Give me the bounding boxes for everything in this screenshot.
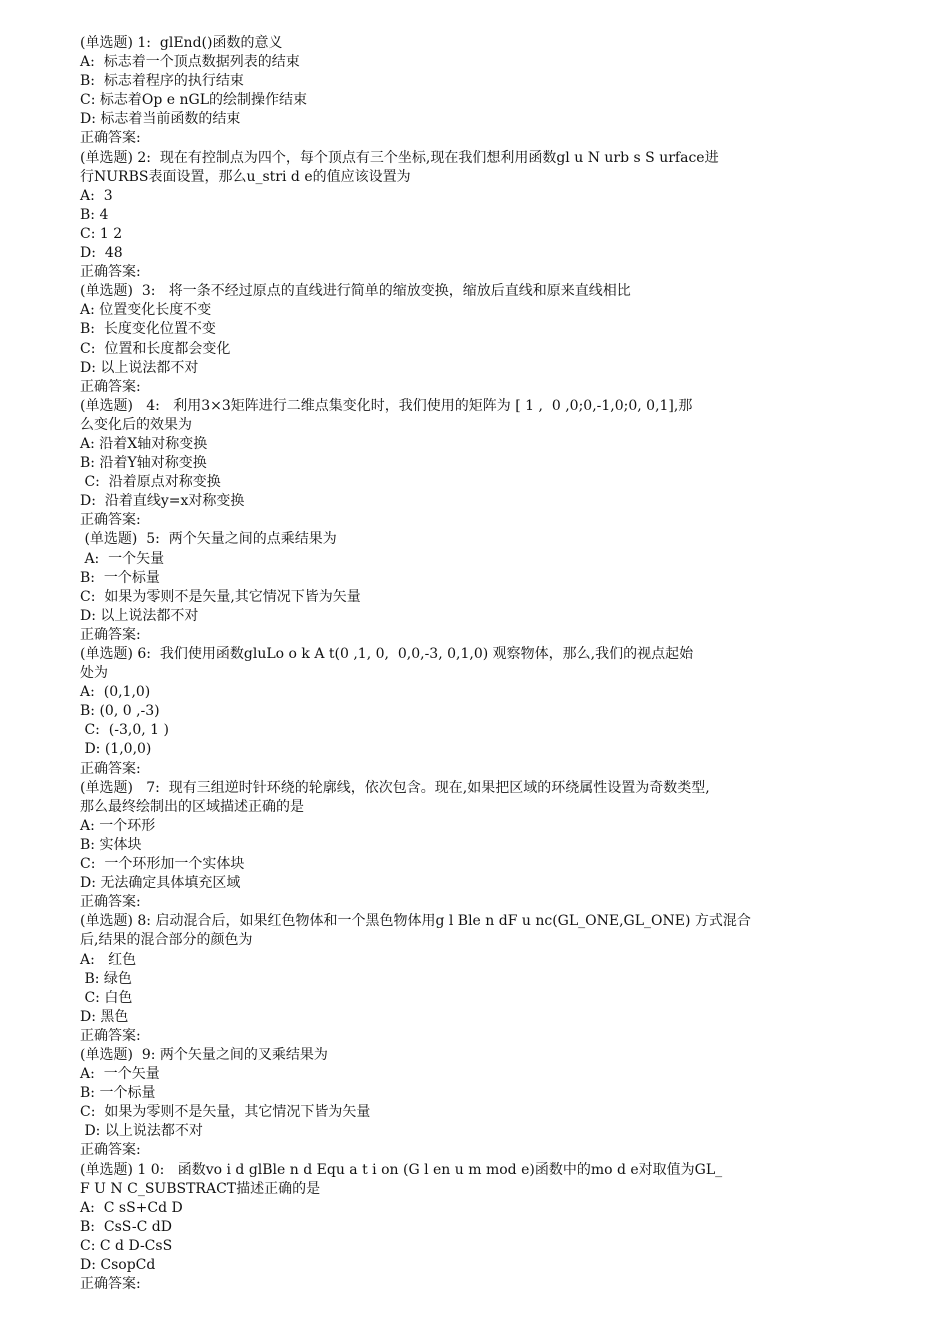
text-line: C: 如果为零则不是矢量,其它情况下皆为矢量 (80, 588, 361, 605)
text-line: C: C d D-CsS (80, 1237, 173, 1254)
text-line: 处为 (80, 665, 108, 682)
text-line: (单选题) 1: glEnd()函数的意义 (80, 35, 283, 51)
text-line: 行NURBS表面设置，那么u_stri d e的值应该设置为 (80, 168, 411, 185)
text-line: C: 一个环形加一个实体块 (80, 856, 245, 873)
text-line: D: 48 (80, 245, 123, 262)
text-line: 正确答案: (80, 894, 141, 911)
text-line: B: 标志着程序的执行结束 (80, 73, 244, 90)
text-line: (单选题) 3: 将一条不经过原点的直线进行简单的缩放变换，缩放后直线和原来直线相比 (80, 283, 631, 300)
text-line: 正确答案: (80, 1276, 141, 1293)
text-line: (单选题) 6: 我们使用函数gluLo o k A t(0 ,1, 0, 0,0,-3, 0,1,0) 观察物体，那么,我们的视点起始 (80, 646, 694, 662)
text-line: D: CsopCd (80, 1257, 156, 1273)
text-line: C: 白色 (80, 989, 133, 1006)
text-line: (单选题) 1 0: 函数vo i d glBle n d Equ a t i on (G l en u m mod e)函数中的mo d e对取值为GL_ (80, 1161, 723, 1178)
text-line: B: 实体块 (80, 836, 142, 853)
text-line: A: 3 (80, 187, 113, 204)
text-line: C: 标志着Op e nGL的绘制操作结束 (80, 92, 308, 109)
text-line: (单选题) 7: 现有三组逆时针环绕的轮廓线，依次包含。现在,如果把区域的环绕属性设置为奇数类型, (80, 779, 710, 796)
text-line: F U N C_SUBSTRACT描述正确的是 (80, 1180, 321, 1197)
text-line: B: 4 (80, 206, 109, 223)
text-line: B: 沿着Y轴对称变换 (80, 455, 207, 472)
text-line: 那么最终绘制出的区域描述正确的是 (80, 798, 304, 815)
text-line: C: 1 2 (80, 225, 123, 242)
text-line: 正确答案: (80, 378, 141, 395)
text-line: A: C sS+Cd D (80, 1199, 183, 1216)
text-line: D: 黑色 (80, 1008, 129, 1025)
text-line: 正确答案: (80, 130, 141, 147)
text-line: C: 沿着原点对称变换 (80, 474, 221, 491)
text-line: A: 一个矢量 (80, 1066, 160, 1083)
text-line: D: 无法确定具体填充区域 (80, 875, 241, 892)
text-line: B: (0, 0 ,-3) (80, 703, 160, 720)
text-line: 正确答案: (80, 1027, 141, 1044)
text-line: D: 以上说法都不对 (80, 359, 199, 376)
text-line: D: (1,0,0) (80, 741, 152, 758)
text-line: D: 沿着直线y=x对称变换 (80, 493, 245, 510)
text-line: D: 以上说法都不对 (80, 607, 199, 624)
text-line: (单选题) 2: 现在有控制点为四个，每个顶点有三个坐标,现在我们想利用函数gl u N urb s S urface进 (80, 149, 719, 166)
text-line: A: (0,1,0) (80, 684, 151, 701)
text-line: C: 位置和长度都会变化 (80, 340, 231, 357)
text-line: B: 长度变化位置不变 (80, 321, 216, 338)
text-line: A: 一个环形 (80, 817, 156, 834)
text-line: (单选题) 8: 启动混合后，如果红色物体和一个黑色物体用g l Ble n dF u nc(GL_ONE,GL_ONE) 方式混合 (80, 913, 751, 930)
text-line: C: (-3,0, 1 ) (80, 722, 169, 739)
text-line: 么变化后的效果为 (80, 416, 192, 433)
text-line: B: CsS-C dD (80, 1218, 172, 1235)
text-line: (单选题) 9: 两个矢量之间的叉乘结果为 (80, 1046, 328, 1063)
text-line: (单选题) 4: 利用3×3矩阵进行二维点集变化时，我们使用的矩阵为 [ 1 , 0 ,0;0,-1,0;0, 0,1],那 (80, 397, 693, 414)
text-line: C: 如果为零则不是矢量，其它情况下皆为矢量 (80, 1104, 371, 1121)
text-line: 正确答案: (80, 626, 141, 643)
question-document (80, 34, 880, 1294)
text-line: A: 沿着X轴对称变换 (80, 435, 208, 452)
text-line: A: 标志着一个顶点数据列表的结束 (80, 54, 300, 71)
text-line: D: 标志着当前函数的结束 (80, 111, 241, 128)
text-line: B: 一个标量 (80, 1085, 156, 1102)
text-line: A: 红色 (80, 951, 137, 968)
text-line: 正确答案: (80, 512, 141, 529)
text-line: A: 一个矢量 (80, 550, 165, 567)
text-line: (单选题) 5: 两个矢量之间的点乘结果为 (80, 531, 337, 548)
text-line: B: 绿色 (80, 970, 132, 987)
text-line: 正确答案: (80, 1142, 141, 1159)
text-line: 后,结果的混合部分的颜色为 (80, 932, 253, 949)
text-line: 正确答案: (80, 264, 141, 281)
text-line: D: 以上说法都不对 (80, 1123, 203, 1140)
text-line: B: 一个标量 (80, 569, 160, 586)
text-line: 正确答案: (80, 760, 141, 777)
text-line: A: 位置变化长度不变 (80, 302, 212, 319)
